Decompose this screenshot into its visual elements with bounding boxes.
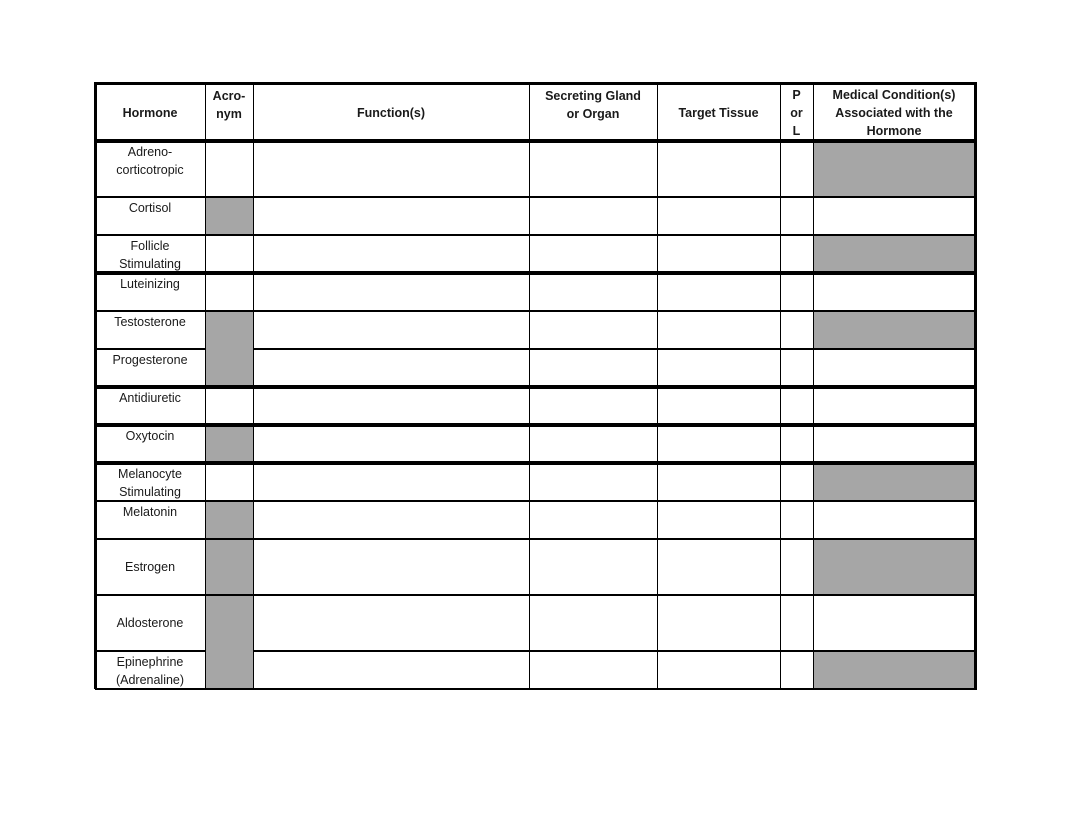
hormone-name-label: Antidiuretic bbox=[119, 391, 181, 405]
target-cell[interactable] bbox=[657, 387, 780, 425]
medical-cell bbox=[813, 463, 975, 501]
hormone-name-cell bbox=[95, 311, 205, 349]
p_or_l-cell[interactable] bbox=[780, 463, 813, 501]
row-divider bbox=[95, 271, 975, 275]
acronym-cell bbox=[205, 349, 253, 387]
medical-cell[interactable] bbox=[813, 595, 975, 651]
p_or_l-cell[interactable] bbox=[780, 349, 813, 387]
gland-cell[interactable] bbox=[529, 197, 657, 235]
gland-cell[interactable] bbox=[529, 141, 657, 197]
gland-cell[interactable] bbox=[529, 425, 657, 463]
p_or_l-cell[interactable] bbox=[780, 651, 813, 689]
functions-cell[interactable] bbox=[253, 501, 529, 539]
medical-cell[interactable] bbox=[813, 425, 975, 463]
column-header-hormone bbox=[95, 83, 205, 141]
row-divider bbox=[95, 650, 205, 652]
hormone-name-label: Estrogen bbox=[124, 560, 176, 574]
hormone-name-cell bbox=[95, 425, 205, 463]
row-divider bbox=[95, 348, 205, 350]
gland-cell[interactable] bbox=[529, 501, 657, 539]
column-header-label: L bbox=[792, 124, 801, 138]
hormone-name-cell bbox=[95, 651, 205, 689]
acronym-cell[interactable] bbox=[205, 273, 253, 311]
hormone-name-label: Adreno- bbox=[127, 145, 173, 159]
column-header-label: Function(s) bbox=[356, 106, 426, 120]
hormone-name-label: Aldosterone bbox=[116, 616, 184, 630]
column-header-label: Acro- bbox=[212, 89, 246, 103]
p_or_l-cell[interactable] bbox=[780, 197, 813, 235]
gland-cell[interactable] bbox=[529, 235, 657, 273]
medical-cell bbox=[813, 539, 975, 595]
column-header-label: P bbox=[792, 88, 801, 102]
hormone-name-label: Follicle bbox=[130, 239, 170, 253]
acronym-cell[interactable] bbox=[205, 387, 253, 425]
functions-cell[interactable] bbox=[253, 595, 529, 651]
target-cell[interactable] bbox=[657, 311, 780, 349]
hormone-name-cell bbox=[95, 349, 205, 387]
target-cell[interactable] bbox=[657, 273, 780, 311]
acronym-cell[interactable] bbox=[205, 235, 253, 273]
target-cell[interactable] bbox=[657, 651, 780, 689]
medical-cell[interactable] bbox=[813, 501, 975, 539]
target-cell[interactable] bbox=[657, 463, 780, 501]
hormone-name-cell bbox=[95, 501, 205, 539]
medical-cell[interactable] bbox=[813, 197, 975, 235]
p_or_l-cell[interactable] bbox=[780, 273, 813, 311]
column-header-acronym bbox=[205, 83, 253, 141]
row-divider bbox=[95, 310, 975, 312]
gland-cell[interactable] bbox=[529, 463, 657, 501]
p_or_l-cell[interactable] bbox=[780, 595, 813, 651]
column-header-p_or_l bbox=[780, 83, 813, 141]
medical-cell bbox=[813, 235, 975, 273]
gland-cell[interactable] bbox=[529, 651, 657, 689]
gland-cell[interactable] bbox=[529, 349, 657, 387]
target-cell[interactable] bbox=[657, 141, 780, 197]
hormone-name-cell bbox=[95, 387, 205, 425]
hormone-name-cell bbox=[95, 595, 205, 651]
acronym-cell bbox=[205, 425, 253, 463]
acronym-cell bbox=[205, 501, 253, 539]
row-divider bbox=[253, 650, 975, 652]
table-top-border bbox=[94, 82, 977, 85]
acronym-cell bbox=[205, 197, 253, 235]
hormone-name-cell bbox=[95, 463, 205, 501]
medical-cell bbox=[813, 651, 975, 689]
functions-cell[interactable] bbox=[253, 387, 529, 425]
p_or_l-cell[interactable] bbox=[780, 425, 813, 463]
column-header-target bbox=[657, 83, 780, 141]
acronym-cell[interactable] bbox=[205, 463, 253, 501]
row-divider bbox=[95, 594, 975, 596]
column-header-gland bbox=[529, 83, 657, 141]
p_or_l-cell[interactable] bbox=[780, 387, 813, 425]
column-header-functions bbox=[253, 83, 529, 141]
hormone-name-label: Melatonin bbox=[122, 505, 178, 519]
row-divider bbox=[95, 500, 975, 502]
target-cell[interactable] bbox=[657, 501, 780, 539]
hormone-name-cell bbox=[95, 141, 205, 197]
hormone-name-cell bbox=[95, 197, 205, 235]
header-divider bbox=[95, 139, 975, 143]
p_or_l-cell[interactable] bbox=[780, 539, 813, 595]
column-header-medical bbox=[813, 83, 975, 141]
hormone-name-label: (Adrenaline) bbox=[115, 673, 185, 687]
acronym-cell bbox=[205, 651, 253, 689]
functions-cell[interactable] bbox=[253, 463, 529, 501]
functions-cell[interactable] bbox=[253, 273, 529, 311]
row-divider bbox=[95, 196, 975, 198]
acronym-cell bbox=[205, 539, 253, 595]
target-cell[interactable] bbox=[657, 235, 780, 273]
gland-cell[interactable] bbox=[529, 539, 657, 595]
column-header-label: Associated with the bbox=[835, 106, 953, 120]
hormone-name-label: Stimulating bbox=[119, 485, 181, 499]
medical-cell[interactable] bbox=[813, 273, 975, 311]
functions-cell[interactable] bbox=[253, 311, 529, 349]
functions-cell[interactable] bbox=[253, 349, 529, 387]
hormone-name-label: Testosterone bbox=[114, 315, 186, 329]
column-header-label: Secreting Gland bbox=[545, 89, 641, 103]
column-header-label: Medical Condition(s) bbox=[832, 88, 956, 102]
target-cell[interactable] bbox=[657, 539, 780, 595]
hormone-name-label: Luteinizing bbox=[120, 277, 180, 291]
functions-cell[interactable] bbox=[253, 141, 529, 197]
hormone-name-cell bbox=[95, 539, 205, 595]
column-header-label: nym bbox=[216, 107, 242, 121]
hormone-name-label: Melanocyte bbox=[118, 467, 182, 481]
medical-cell[interactable] bbox=[813, 387, 975, 425]
medical-cell bbox=[813, 141, 975, 197]
row-divider bbox=[95, 423, 975, 427]
hormone-name-cell bbox=[95, 273, 205, 311]
acronym-cell bbox=[205, 311, 253, 349]
table-bottom-border bbox=[95, 688, 975, 690]
functions-cell[interactable] bbox=[253, 651, 529, 689]
row-divider bbox=[95, 461, 975, 465]
acronym-cell bbox=[205, 595, 253, 651]
medical-cell[interactable] bbox=[813, 349, 975, 387]
target-cell[interactable] bbox=[657, 349, 780, 387]
table-left-border bbox=[94, 82, 97, 690]
functions-cell[interactable] bbox=[253, 539, 529, 595]
column-header-label: Hormone bbox=[866, 124, 922, 138]
functions-cell[interactable] bbox=[253, 235, 529, 273]
target-cell[interactable] bbox=[657, 595, 780, 651]
functions-cell[interactable] bbox=[253, 425, 529, 463]
p_or_l-cell[interactable] bbox=[780, 501, 813, 539]
gland-cell[interactable] bbox=[529, 273, 657, 311]
hormone-name-cell bbox=[95, 235, 205, 273]
gland-cell[interactable] bbox=[529, 311, 657, 349]
target-cell[interactable] bbox=[657, 425, 780, 463]
row-divider bbox=[95, 538, 975, 540]
p_or_l-cell[interactable] bbox=[780, 235, 813, 273]
row-divider bbox=[95, 385, 975, 389]
acronym-cell[interactable] bbox=[205, 141, 253, 197]
medical-cell bbox=[813, 311, 975, 349]
functions-cell[interactable] bbox=[253, 197, 529, 235]
column-header-label: Target Tissue bbox=[678, 106, 759, 120]
hormone-name-label: Oxytocin bbox=[125, 429, 175, 443]
hormone-name-label: Cortisol bbox=[128, 201, 172, 215]
hormone-name-label: Stimulating bbox=[119, 257, 181, 271]
column-header-label: Hormone bbox=[122, 106, 178, 120]
table-right-border bbox=[974, 82, 977, 691]
row-divider bbox=[95, 234, 975, 236]
gland-cell[interactable] bbox=[529, 387, 657, 425]
column-header-label: or Organ bbox=[566, 107, 620, 121]
p_or_l-cell[interactable] bbox=[780, 141, 813, 197]
hormone-name-label: Progesterone bbox=[112, 353, 188, 367]
hormone-name-label: Epinephrine bbox=[116, 655, 184, 669]
hormone-name-label: corticotropic bbox=[116, 163, 184, 177]
column-header-label: or bbox=[790, 106, 803, 120]
p_or_l-cell[interactable] bbox=[780, 311, 813, 349]
gland-cell[interactable] bbox=[529, 595, 657, 651]
row-divider bbox=[253, 348, 975, 350]
target-cell[interactable] bbox=[657, 197, 780, 235]
